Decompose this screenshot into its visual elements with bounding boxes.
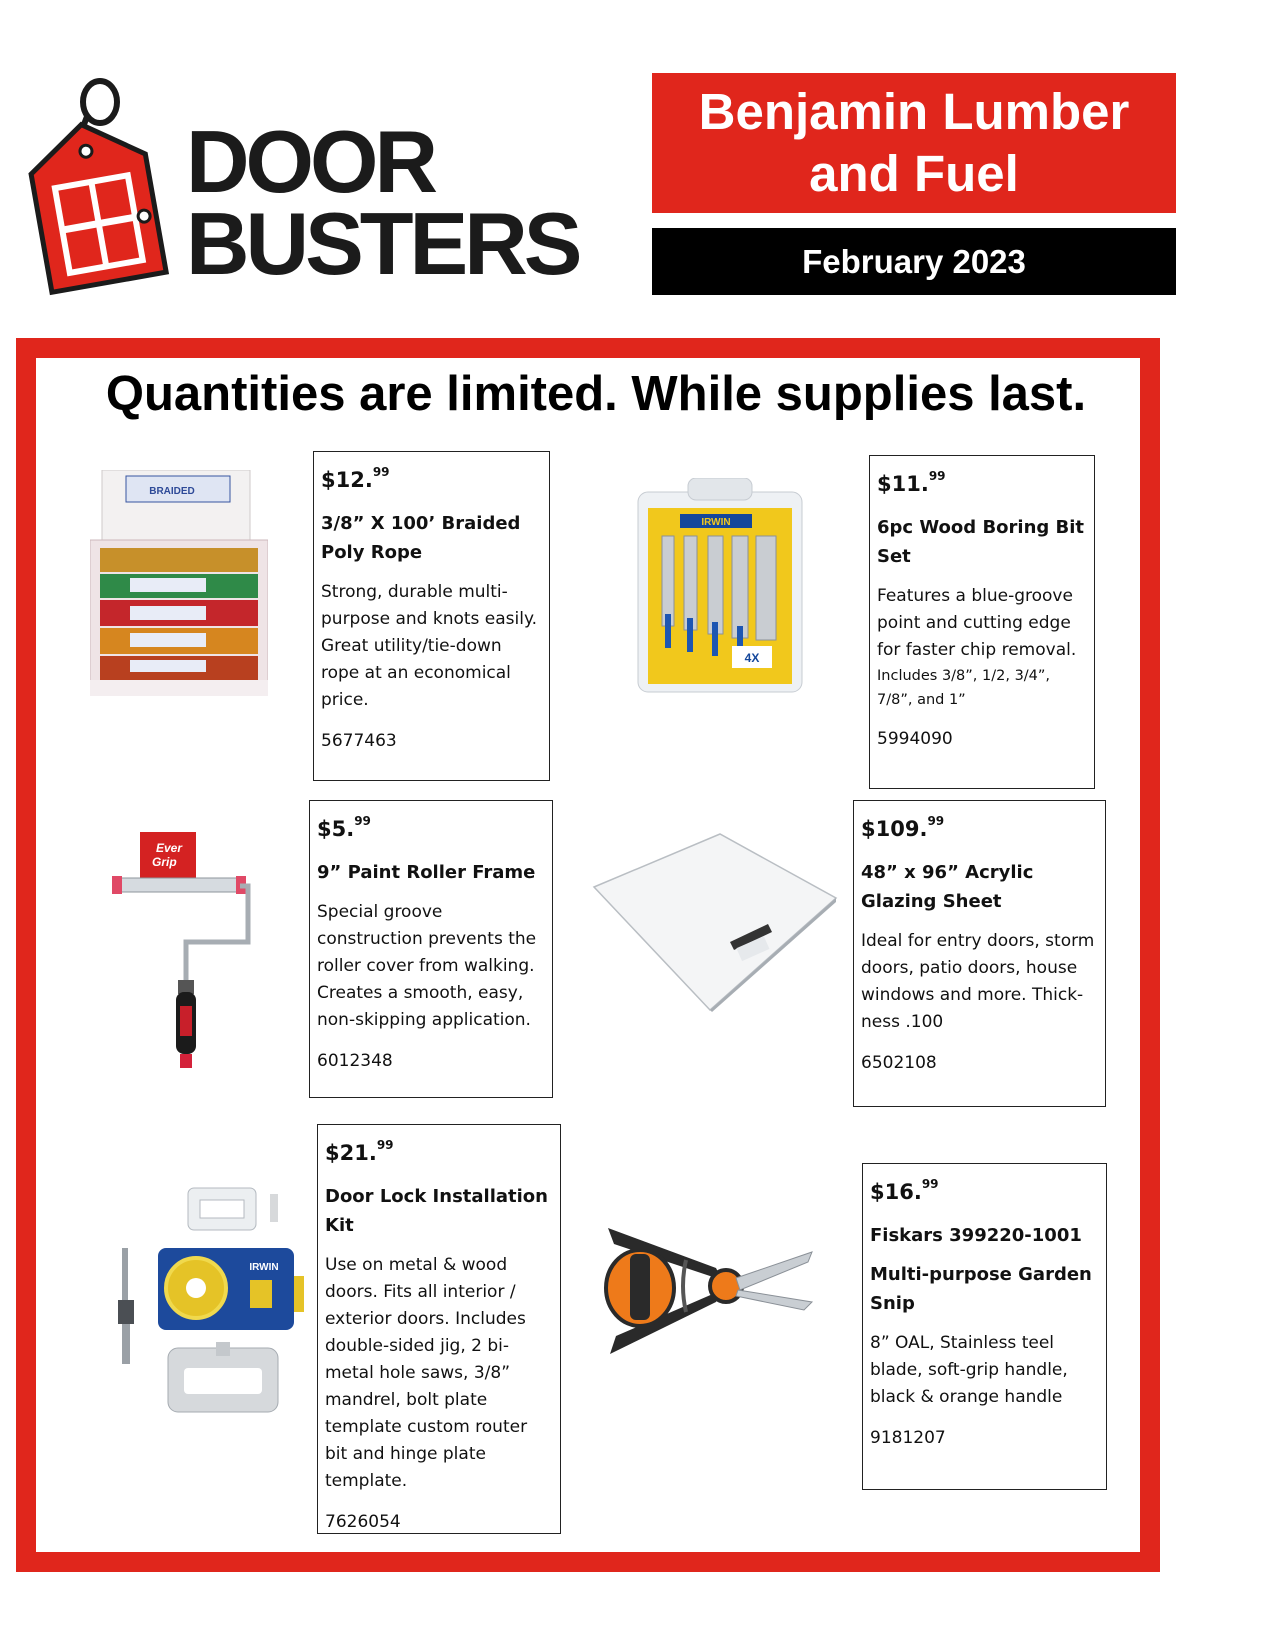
price-cents: 99 — [928, 469, 946, 483]
tagline: Quantities are limited. While supplies last. — [105, 367, 1087, 421]
door-tag-icon — [18, 78, 188, 298]
product-card-door-lock-kit — [317, 1124, 561, 1534]
price — [321, 460, 542, 495]
product-sku: 7626054 — [325, 1512, 401, 1532]
4x-badge-label: 4X — [744, 651, 760, 665]
product-card-rope — [313, 451, 550, 781]
product-sku: 6502108 — [861, 1053, 937, 1073]
product-card-boring-bit-set — [869, 455, 1095, 789]
store-name-banner — [652, 73, 1176, 213]
ever-grip-label-1: Ever — [156, 841, 183, 855]
product-card-garden-snip — [862, 1163, 1107, 1490]
price-cents: 99 — [376, 1138, 394, 1152]
ever-grip-label-2: Grip — [152, 855, 177, 869]
product-name: 48” x 96” Acrylic Glazing Sheet — [861, 862, 1034, 912]
garden-snip-image — [604, 1224, 814, 1358]
product-description: Special groove construction prevents the roller cover from walking. Creates a smooth, easy, non-skipping application. — [317, 902, 537, 1030]
price-cents: 99 — [372, 465, 390, 479]
month-label: February 2023 — [802, 242, 1026, 280]
product-name: 9” Paint Roller Frame — [317, 862, 536, 883]
price-main: $5. — [317, 817, 355, 841]
product-name: Fiskars 399220-1001 — [870, 1225, 1082, 1246]
product-name-secondary: Multi-purpose Garden Snip — [870, 1264, 1092, 1314]
rope-display-image — [90, 470, 268, 696]
product-sku: 5677463 — [321, 731, 397, 751]
logo-word-busters: BUSTERS — [186, 194, 579, 293]
price-main: $21. — [325, 1141, 377, 1165]
month-banner — [652, 228, 1176, 295]
product-description-extra: Includes 3/8”, 1/2, 3/4”, 7/8”, and 1” — [877, 668, 1051, 708]
product-description: 8” OAL, Stainless teel blade, soft-grip handle, black & orange handle — [870, 1333, 1068, 1407]
logo-word-door: DOOR — [186, 112, 434, 211]
irwin-brand-label: IRWIN — [701, 517, 731, 528]
product-description: Features a blue-groove point and cutting edge for faster chip removal. — [877, 586, 1077, 660]
paint-roller-frame-image — [110, 830, 260, 1072]
price — [870, 1172, 1099, 1207]
price-main: $12. — [321, 468, 373, 492]
boring-bit-set-image — [636, 478, 804, 694]
product-description: Use on metal & wood doors. Fits all interior / exterior doors. Includes double-sided jig, 2 bi-metal hole saws, 3/8” mandrel, bolt plate template custom router bit and hinge plate template. — [325, 1255, 528, 1491]
product-card-paint-roller — [309, 800, 553, 1098]
price-main: $16. — [870, 1180, 922, 1204]
product-description: Strong, durable multi-purpose and knots easily. Great utility/tie-down rope at an economical price. — [321, 582, 538, 710]
store-name: Benjamin Lumber and Fuel — [698, 83, 1130, 202]
product-name: 6pc Wood Boring Bit Set — [877, 517, 1085, 567]
price-cents: 99 — [927, 814, 945, 828]
irwin-jig-label: IRWIN — [249, 1262, 279, 1273]
price — [877, 464, 1087, 499]
product-sku: 6012348 — [317, 1051, 393, 1071]
product-description: Ideal for entry doors, storm doors, patio doors, house windows and more. Thick-ness .100 — [861, 931, 1095, 1032]
price-cents: 99 — [921, 1177, 939, 1191]
price-main: $109. — [861, 817, 928, 841]
price — [325, 1133, 553, 1168]
rope-box-label: BRAIDED — [149, 486, 195, 497]
price — [861, 809, 1098, 844]
product-card-acrylic-sheet — [853, 800, 1106, 1107]
acrylic-sheet-image — [592, 832, 838, 1012]
price-main: $11. — [877, 472, 929, 496]
product-sku: 5994090 — [877, 729, 953, 749]
product-name: 3/8” X 100’ Braided Poly Rope — [321, 513, 521, 563]
door-lock-kit-image — [118, 1184, 308, 1414]
price — [317, 809, 545, 844]
product-sku: 9181207 — [870, 1428, 946, 1448]
product-name: Door Lock Installation Kit — [325, 1186, 548, 1236]
door-busters-logo — [18, 78, 598, 298]
price-cents: 99 — [354, 814, 371, 828]
